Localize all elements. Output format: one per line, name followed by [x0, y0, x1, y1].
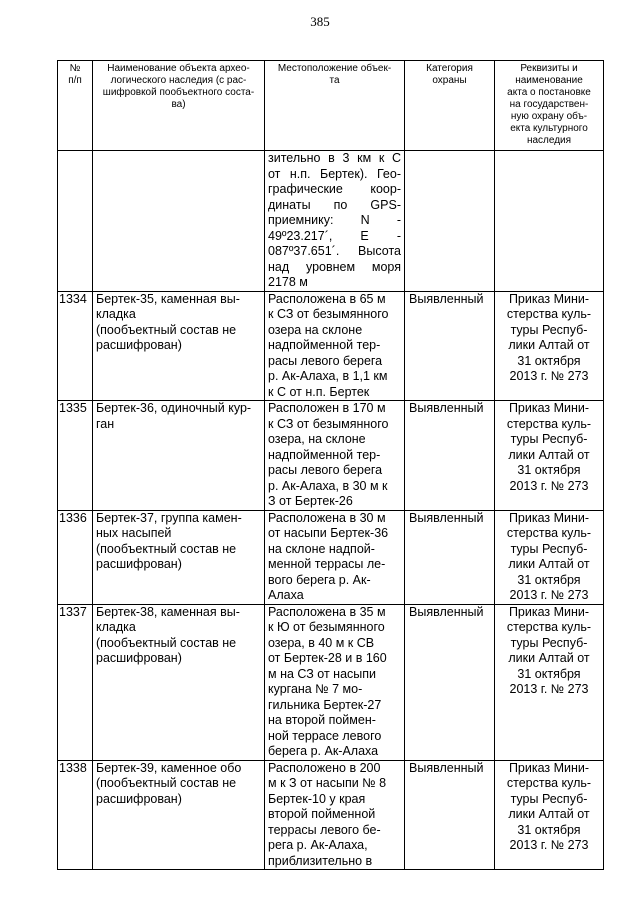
object-name: Бертек-39, каменное обо (пообъектный состав не расшифрован) [93, 760, 265, 870]
page-number: 385 [310, 14, 330, 29]
header-act: Реквизиты и наименование акта о постановке на государствен- ную охрану объ- екта культурного наследия [495, 61, 604, 151]
heritage-table [57, 60, 604, 870]
cont-num [58, 151, 93, 292]
act-details: Приказ Мини- стерства куль- туры Респуб- лики Алтай от 31 октября 2013 г. № 273 [495, 760, 604, 870]
header-num: № п/п [58, 61, 93, 151]
act-details: Приказ Мини- стерства куль- туры Респуб- лики Алтай от 31 октября 2013 г. № 273 [495, 510, 604, 604]
cont-location-line: от н.п. Бертек). Гео- [268, 166, 401, 181]
object-name: Бертек-38, каменная вы- кладка (пообъектный состав не расшифрован) [93, 604, 265, 760]
cont-category [405, 151, 495, 292]
cont-location-line: приемнику: N - [268, 213, 401, 227]
object-name: Бертек-36, одиночный кур- ган [93, 401, 265, 511]
object-location: Расположена в 65 м к СЗ от безымянного озера на склоне надпойменной тер- расы левого берега р. Ак-Алаха, в 1,1 км к С от н.п. Бертек [265, 291, 405, 401]
row-number: 1335 [58, 401, 93, 511]
table-row [58, 760, 604, 870]
protection-category: Выявленный [405, 604, 495, 760]
table-row [58, 291, 604, 401]
act-details: Приказ Мини- стерства куль- туры Респуб- лики Алтай от 31 октября 2013 г. № 273 [495, 604, 604, 760]
cont-location-line: 49º23.217´, E - [268, 228, 401, 243]
object-location: Расположена в 30 м от насыпи Бертек-36 на склоне надпой- менной террасы ле- вого берега р. Ак- Алаха [265, 510, 405, 604]
cont-act [495, 151, 604, 292]
cont-location-line: 2178 м [268, 275, 308, 289]
act-details: Приказ Мини- стерства куль- туры Респуб- лики Алтай от 31 октября 2013 г. № 273 [495, 291, 604, 401]
cont-location-line: динаты по GPS- [268, 197, 401, 212]
cont-location-line: графические коор- [268, 182, 401, 196]
protection-category: Выявленный [405, 291, 495, 401]
table-row [58, 510, 604, 604]
header-category: Категория охраны [405, 61, 495, 151]
cont-location-line: зительно в 3 км к С [268, 151, 401, 165]
table-header-row [58, 61, 604, 151]
object-name: Бертек-35, каменная вы- кладка (пообъектный состав не расшифрован) [93, 291, 265, 401]
header-object-name: Наименование объекта архео- логического наследия (с рас- шифровкой пообъектного соста- ва) [93, 61, 265, 151]
header-location: Местоположение объек- та [265, 61, 405, 151]
protection-category: Выявленный [405, 510, 495, 604]
object-location: Расположено в 200 м к З от насыпи № 8 Бертек-10 у края второй пойменной террасы левого бе- рега р. Ак-Алаха, приблизительно в [265, 760, 405, 870]
cont-location-line: над уровнем моря [268, 259, 401, 274]
act-details: Приказ Мини- стерства куль- туры Респуб- лики Алтай от 31 октября 2013 г. № 273 [495, 401, 604, 511]
object-location: Расположена в 35 м к Ю от безымянного озера, в 40 м к СВ от Бертек-28 и в 160 м на СЗ от насыпи кургана № 7 мо- гильника Бертек-27 на второй поймен- ной террасе левого берега р. Ак-Алаха [265, 604, 405, 760]
object-name: Бертек-37, группа камен- ных насыпей (пообъектный состав не расшифрован) [93, 510, 265, 604]
table-row [58, 401, 604, 511]
cont-location-line: 087º37.651´. Высота [268, 244, 401, 258]
table-row [58, 604, 604, 760]
protection-category: Выявленный [405, 401, 495, 511]
row-number: 1338 [58, 760, 93, 870]
row-number: 1336 [58, 510, 93, 604]
cont-name [93, 151, 265, 292]
cont-location [265, 151, 405, 292]
protection-category: Выявленный [405, 760, 495, 870]
row-number: 1334 [58, 291, 93, 401]
object-location: Расположен в 170 м к СЗ от безымянного озера, на склоне надпойменной тер- расы левого берега р. Ак-Алаха, в 30 м к З от Бертек-26 [265, 401, 405, 511]
row-number: 1337 [58, 604, 93, 760]
continuation-row [58, 151, 604, 292]
